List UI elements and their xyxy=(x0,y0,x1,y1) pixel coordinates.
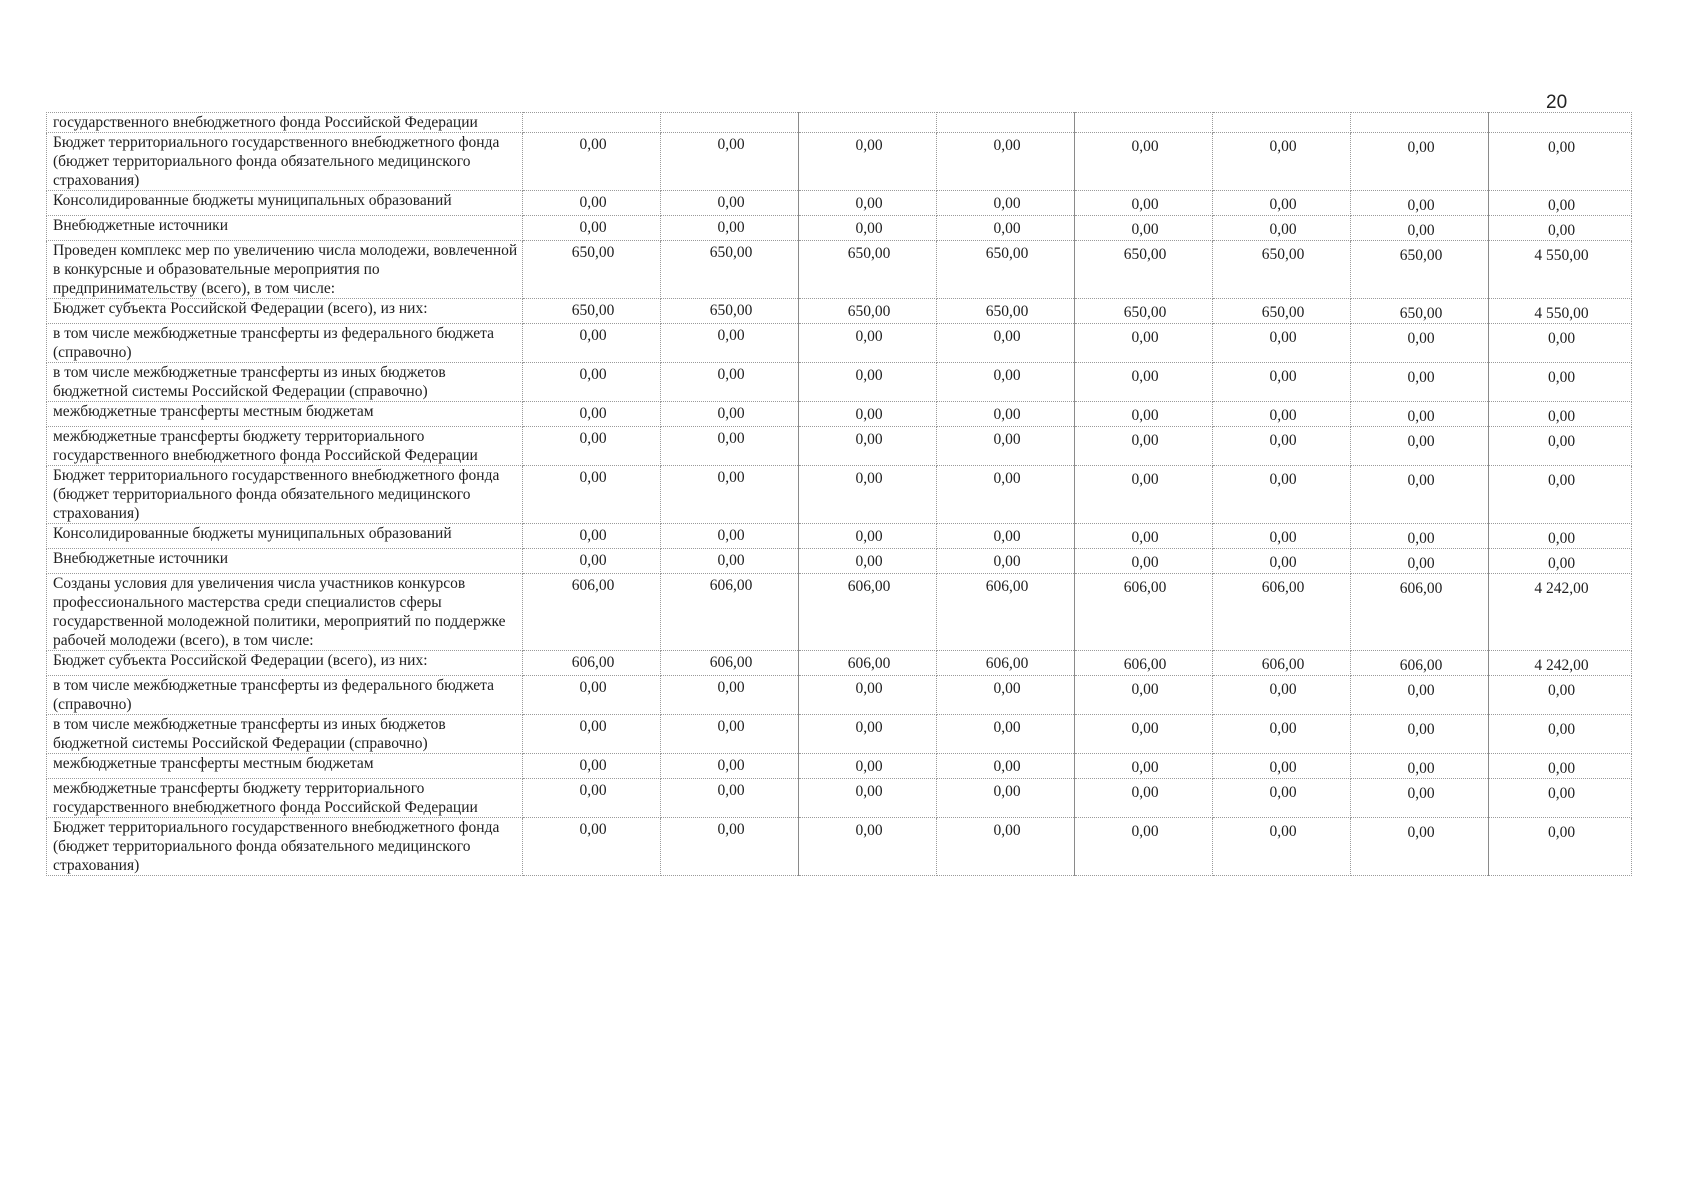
value-cell: 0,00 xyxy=(523,402,661,427)
value-cell: 0,00 xyxy=(523,133,661,191)
value-cell: 0,00 xyxy=(1489,818,1632,876)
value-cell: 4 550,00 xyxy=(1489,241,1632,299)
table-row xyxy=(47,676,1632,715)
value-cell: 0,00 xyxy=(523,324,661,363)
value-cell: 0,00 xyxy=(1213,715,1351,754)
row-label: Консолидированные бюджеты муниципальных образований xyxy=(47,524,523,549)
value-cell: 0,00 xyxy=(1351,676,1489,715)
value-cell: 650,00 xyxy=(937,299,1075,324)
value-cell: 0,00 xyxy=(523,754,661,779)
value-cell: 0,00 xyxy=(1351,402,1489,427)
value-cell xyxy=(661,113,799,133)
value-cell: 0,00 xyxy=(661,427,799,466)
value-cell: 0,00 xyxy=(937,363,1075,402)
value-cell: 0,00 xyxy=(1075,549,1213,574)
value-cell: 0,00 xyxy=(1351,191,1489,216)
row-label: Бюджет территориального государственного внебюджетного фонда (бюджет территориального фонда обязательного медицинского страхования) xyxy=(47,466,523,524)
value-cell: 0,00 xyxy=(799,754,937,779)
value-cell: 606,00 xyxy=(799,574,937,651)
value-cell: 0,00 xyxy=(799,818,937,876)
value-cell: 0,00 xyxy=(937,715,1075,754)
table-row xyxy=(47,651,1632,676)
value-cell: 0,00 xyxy=(937,402,1075,427)
value-cell: 0,00 xyxy=(1489,427,1632,466)
value-cell: 0,00 xyxy=(1489,524,1632,549)
value-cell: 0,00 xyxy=(523,216,661,241)
value-cell: 0,00 xyxy=(1075,754,1213,779)
value-cell: 0,00 xyxy=(1351,363,1489,402)
value-cell: 606,00 xyxy=(1075,651,1213,676)
value-cell: 650,00 xyxy=(1075,241,1213,299)
value-cell: 0,00 xyxy=(1351,524,1489,549)
row-label: Бюджет территориального государственного внебюджетного фонда (бюджет территориального фонда обязательного медицинского страхования) xyxy=(47,818,523,876)
row-label: Внебюджетные источники xyxy=(47,216,523,241)
value-cell: 0,00 xyxy=(661,363,799,402)
value-cell: 0,00 xyxy=(661,754,799,779)
row-label: Бюджет субъекта Российской Федерации (всего), из них: xyxy=(47,651,523,676)
value-cell: 0,00 xyxy=(1213,754,1351,779)
value-cell: 0,00 xyxy=(661,524,799,549)
value-cell: 0,00 xyxy=(661,402,799,427)
value-cell: 4 242,00 xyxy=(1489,574,1632,651)
row-label: Консолидированные бюджеты муниципальных образований xyxy=(47,191,523,216)
value-cell: 0,00 xyxy=(661,466,799,524)
value-cell: 0,00 xyxy=(661,549,799,574)
value-cell: 0,00 xyxy=(937,216,1075,241)
value-cell: 0,00 xyxy=(937,754,1075,779)
value-cell: 0,00 xyxy=(799,402,937,427)
value-cell: 650,00 xyxy=(799,299,937,324)
row-label: Проведен комплекс мер по увеличению числа молодежи, вовлеченной в конкурсные и образовательные мероприятия по предпринимательству (всего), в том числе: xyxy=(47,241,523,299)
value-cell: 0,00 xyxy=(1075,216,1213,241)
value-cell: 0,00 xyxy=(523,191,661,216)
table-row xyxy=(47,754,1632,779)
value-cell: 0,00 xyxy=(1075,466,1213,524)
value-cell: 0,00 xyxy=(937,133,1075,191)
value-cell: 0,00 xyxy=(1075,676,1213,715)
value-cell: 0,00 xyxy=(1213,427,1351,466)
value-cell: 650,00 xyxy=(1213,299,1351,324)
value-cell: 4 550,00 xyxy=(1489,299,1632,324)
value-cell: 0,00 xyxy=(1075,133,1213,191)
value-cell: 650,00 xyxy=(661,241,799,299)
value-cell: 0,00 xyxy=(1489,715,1632,754)
value-cell: 0,00 xyxy=(1489,754,1632,779)
value-cell: 0,00 xyxy=(1351,427,1489,466)
value-cell: 606,00 xyxy=(1075,574,1213,651)
row-label: межбюджетные трансферты бюджету территориального государственного внебюджетного фонда Российской Федерации xyxy=(47,779,523,818)
value-cell: 0,00 xyxy=(1489,466,1632,524)
value-cell: 0,00 xyxy=(1075,402,1213,427)
value-cell: 0,00 xyxy=(1075,715,1213,754)
value-cell: 0,00 xyxy=(1075,324,1213,363)
table-row xyxy=(47,299,1632,324)
value-cell: 0,00 xyxy=(937,524,1075,549)
value-cell: 0,00 xyxy=(523,363,661,402)
value-cell: 0,00 xyxy=(1489,676,1632,715)
value-cell: 0,00 xyxy=(1075,818,1213,876)
value-cell xyxy=(1075,113,1213,133)
value-cell: 0,00 xyxy=(1213,324,1351,363)
value-cell: 0,00 xyxy=(661,324,799,363)
value-cell xyxy=(1489,113,1632,133)
value-cell: 0,00 xyxy=(661,779,799,818)
value-cell: 0,00 xyxy=(661,191,799,216)
value-cell: 0,00 xyxy=(661,133,799,191)
value-cell: 0,00 xyxy=(799,324,937,363)
value-cell xyxy=(1213,113,1351,133)
table-row xyxy=(47,574,1632,651)
value-cell: 650,00 xyxy=(1075,299,1213,324)
row-label: в том числе межбюджетные трансферты из иных бюджетов бюджетной системы Российской Федерации (справочно) xyxy=(47,715,523,754)
value-cell: 0,00 xyxy=(1213,402,1351,427)
value-cell: 0,00 xyxy=(1213,133,1351,191)
value-cell: 0,00 xyxy=(1351,133,1489,191)
value-cell: 0,00 xyxy=(1213,676,1351,715)
value-cell: 0,00 xyxy=(937,466,1075,524)
table-row xyxy=(47,133,1632,191)
value-cell: 650,00 xyxy=(1351,299,1489,324)
table-row xyxy=(47,191,1632,216)
table-row xyxy=(47,715,1632,754)
row-label: межбюджетные трансферты местным бюджетам xyxy=(47,754,523,779)
value-cell: 606,00 xyxy=(661,651,799,676)
value-cell: 0,00 xyxy=(1489,191,1632,216)
value-cell: 0,00 xyxy=(1489,216,1632,241)
value-cell xyxy=(937,113,1075,133)
row-label: Созданы условия для увеличения числа участников конкурсов профессионального мастерства среди специалистов сферы государственной молодежной политики, мероприятий по поддержке рабочей молодежи (всего), в том числе: xyxy=(47,574,523,651)
value-cell: 0,00 xyxy=(799,427,937,466)
value-cell: 0,00 xyxy=(1213,779,1351,818)
value-cell: 0,00 xyxy=(523,715,661,754)
value-cell: 0,00 xyxy=(1075,191,1213,216)
value-cell xyxy=(1351,113,1489,133)
value-cell: 606,00 xyxy=(937,651,1075,676)
value-cell: 0,00 xyxy=(1489,324,1632,363)
value-cell: 0,00 xyxy=(799,363,937,402)
row-label: Бюджет субъекта Российской Федерации (всего), из них: xyxy=(47,299,523,324)
value-cell: 0,00 xyxy=(1351,818,1489,876)
value-cell: 0,00 xyxy=(799,133,937,191)
table-row xyxy=(47,113,1632,133)
value-cell: 0,00 xyxy=(661,676,799,715)
value-cell: 606,00 xyxy=(799,651,937,676)
value-cell: 4 242,00 xyxy=(1489,651,1632,676)
row-label: межбюджетные трансферты местным бюджетам xyxy=(47,402,523,427)
value-cell: 650,00 xyxy=(799,241,937,299)
value-cell: 0,00 xyxy=(1351,715,1489,754)
value-cell: 0,00 xyxy=(1351,779,1489,818)
value-cell: 0,00 xyxy=(799,779,937,818)
value-cell: 606,00 xyxy=(1213,651,1351,676)
row-label: Внебюджетные источники xyxy=(47,549,523,574)
value-cell: 0,00 xyxy=(523,524,661,549)
table-row xyxy=(47,549,1632,574)
table-row xyxy=(47,241,1632,299)
row-label: в том числе межбюджетные трансферты из федерального бюджета (справочно) xyxy=(47,324,523,363)
value-cell: 0,00 xyxy=(799,524,937,549)
value-cell: 0,00 xyxy=(1213,549,1351,574)
value-cell: 0,00 xyxy=(799,715,937,754)
value-cell: 606,00 xyxy=(1351,651,1489,676)
value-cell: 0,00 xyxy=(1213,216,1351,241)
value-cell: 0,00 xyxy=(1351,754,1489,779)
value-cell: 0,00 xyxy=(1351,216,1489,241)
value-cell: 0,00 xyxy=(799,191,937,216)
value-cell: 0,00 xyxy=(661,216,799,241)
value-cell: 0,00 xyxy=(799,549,937,574)
value-cell: 0,00 xyxy=(937,549,1075,574)
value-cell: 0,00 xyxy=(1351,466,1489,524)
value-cell: 0,00 xyxy=(1489,402,1632,427)
value-cell: 0,00 xyxy=(1213,191,1351,216)
row-label: государственного внебюджетного фонда Российской Федерации xyxy=(47,113,523,133)
value-cell: 0,00 xyxy=(1489,363,1632,402)
table-body xyxy=(47,113,1632,876)
value-cell: 606,00 xyxy=(1351,574,1489,651)
value-cell: 0,00 xyxy=(937,191,1075,216)
page-number: 20 xyxy=(1546,92,1568,113)
value-cell: 0,00 xyxy=(523,779,661,818)
value-cell: 0,00 xyxy=(1075,779,1213,818)
value-cell: 0,00 xyxy=(937,427,1075,466)
value-cell: 0,00 xyxy=(1075,427,1213,466)
value-cell: 0,00 xyxy=(937,676,1075,715)
value-cell: 0,00 xyxy=(1075,524,1213,549)
table-row xyxy=(47,363,1632,402)
value-cell: 606,00 xyxy=(1213,574,1351,651)
value-cell: 0,00 xyxy=(799,216,937,241)
value-cell: 0,00 xyxy=(799,676,937,715)
value-cell: 0,00 xyxy=(799,466,937,524)
value-cell: 0,00 xyxy=(1075,363,1213,402)
value-cell: 0,00 xyxy=(1351,549,1489,574)
row-label: межбюджетные трансферты бюджету территориального государственного внебюджетного фонда Российской Федерации xyxy=(47,427,523,466)
value-cell: 650,00 xyxy=(937,241,1075,299)
value-cell: 0,00 xyxy=(1213,818,1351,876)
value-cell: 650,00 xyxy=(661,299,799,324)
value-cell xyxy=(799,113,937,133)
budget-table xyxy=(46,112,1632,876)
value-cell: 606,00 xyxy=(523,574,661,651)
value-cell: 606,00 xyxy=(937,574,1075,651)
value-cell: 650,00 xyxy=(523,241,661,299)
value-cell: 0,00 xyxy=(937,779,1075,818)
value-cell: 0,00 xyxy=(1351,324,1489,363)
value-cell: 0,00 xyxy=(1489,549,1632,574)
row-label: в том числе межбюджетные трансферты из иных бюджетов бюджетной системы Российской Федерации (справочно) xyxy=(47,363,523,402)
table-row xyxy=(47,779,1632,818)
value-cell: 0,00 xyxy=(523,427,661,466)
value-cell: 0,00 xyxy=(937,818,1075,876)
value-cell: 0,00 xyxy=(523,818,661,876)
table-row xyxy=(47,818,1632,876)
table-row xyxy=(47,216,1632,241)
value-cell: 0,00 xyxy=(661,715,799,754)
table-row xyxy=(47,524,1632,549)
value-cell: 650,00 xyxy=(523,299,661,324)
value-cell: 650,00 xyxy=(1351,241,1489,299)
value-cell xyxy=(523,113,661,133)
value-cell: 0,00 xyxy=(1213,363,1351,402)
value-cell: 0,00 xyxy=(1213,524,1351,549)
value-cell: 0,00 xyxy=(937,324,1075,363)
value-cell: 606,00 xyxy=(661,574,799,651)
value-cell: 650,00 xyxy=(1213,241,1351,299)
row-label: Бюджет территориального государственного внебюджетного фонда (бюджет территориального фонда обязательного медицинского страхования) xyxy=(47,133,523,191)
table-row xyxy=(47,466,1632,524)
value-cell: 0,00 xyxy=(523,466,661,524)
row-label: в том числе межбюджетные трансферты из федерального бюджета (справочно) xyxy=(47,676,523,715)
value-cell: 0,00 xyxy=(661,818,799,876)
value-cell: 0,00 xyxy=(523,676,661,715)
table-row xyxy=(47,427,1632,466)
table-row xyxy=(47,324,1632,363)
value-cell: 0,00 xyxy=(523,549,661,574)
value-cell: 0,00 xyxy=(1213,466,1351,524)
value-cell: 606,00 xyxy=(523,651,661,676)
value-cell: 0,00 xyxy=(1489,133,1632,191)
value-cell: 0,00 xyxy=(1489,779,1632,818)
table-row xyxy=(47,402,1632,427)
